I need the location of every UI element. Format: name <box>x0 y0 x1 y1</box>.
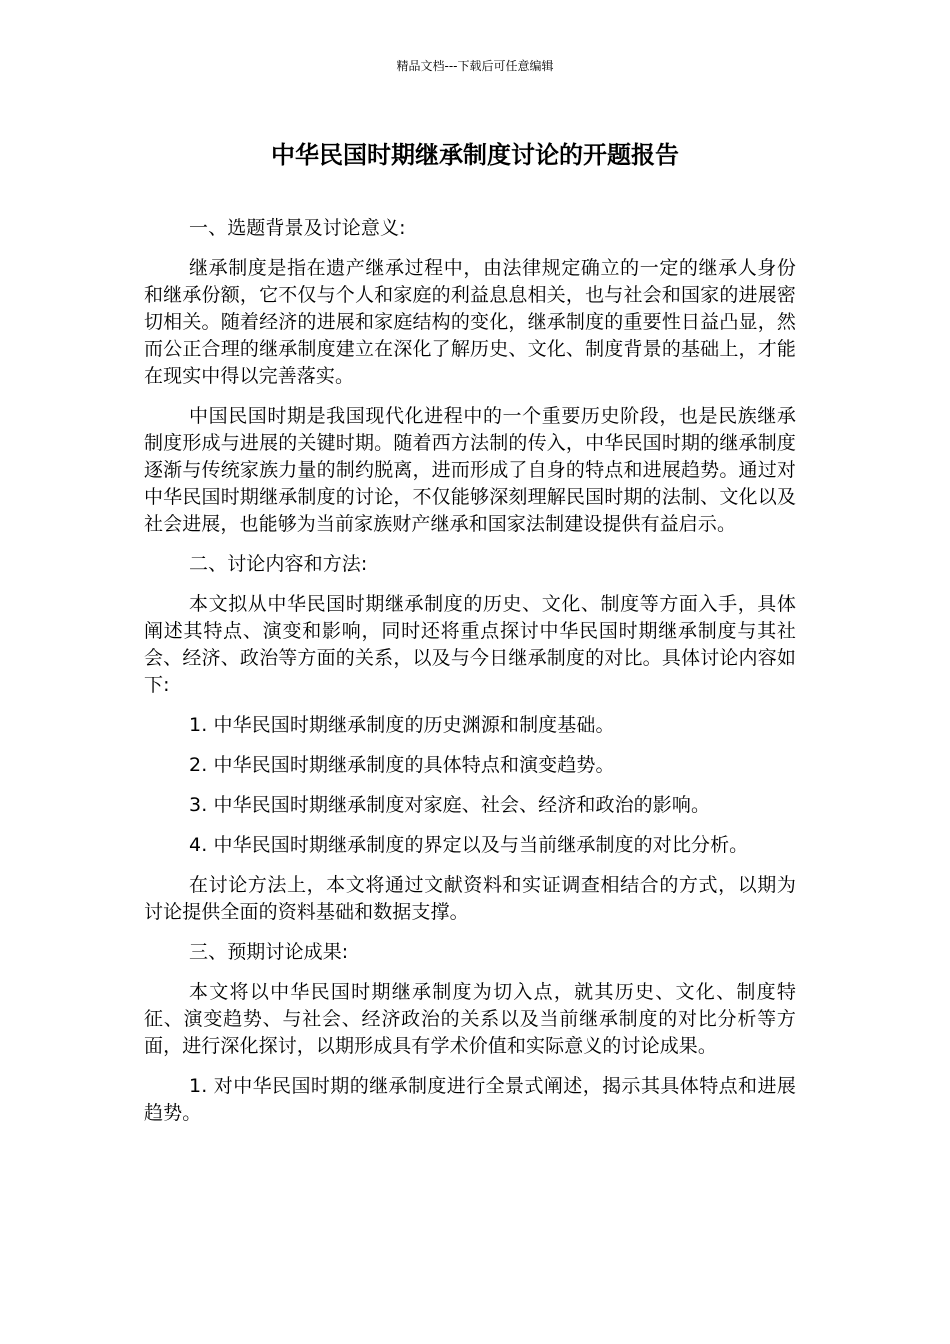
paragraph-expected-results: 本文将以中华民国时期继承制度为切入点，就其历史、文化、制度特征、演变趋势、与社会、经济政治的关系以及当前继承制度的对比分析等方面，进行深化探讨，以期形成具有学术价值和实际意义的讨论成果。 <box>144 981 796 1057</box>
list-item-1: 1. 中华民国时期继承制度的历史渊源和制度基础。 <box>189 714 615 736</box>
paragraph-research-plan: 本文拟从中华民国时期继承制度的历史、文化、制度等方面入手，具体阐述其特点、演变和影响，同时还将重点探讨中华民国时期继承制度与其社会、经济、政治等方面的关系，以及与今日继承制度的对比。具体讨论内容如下: <box>144 593 796 696</box>
list-item-4: 4. 中华民国时期继承制度的界定以及与当前继承制度的对比分析。 <box>189 834 749 856</box>
list-item-2: 2. 中华民国时期继承制度的具体特点和演变趋势。 <box>189 754 615 776</box>
section-heading-expected-results: 三、预期讨论成果: <box>189 941 349 963</box>
page-header: 精品文档---下载后可任意编辑 <box>396 59 554 73</box>
section-heading-background: 一、选题背景及讨论意义: <box>189 217 406 239</box>
section-heading-content-method: 二、讨论内容和方法: <box>189 553 368 575</box>
paragraph-inheritance-definition: 继承制度是指在遗产继承过程中，由法律规定确立的一定的继承人身份和继承份额，它不仅与个人和家庭的利益息息相关，也与社会和国家的进展密切相关。随着经济的进展和家庭结构的变化，继承制度的重要性日益凸显，然而公正合理的继承制度建立在深化了解历史、文化、制度背景的基础上，才能在现实中得以完善落实。 <box>144 257 796 387</box>
document-title: 中华民国时期继承制度讨论的开题报告 <box>271 141 679 169</box>
list-item-3: 3. 中华民国时期继承制度对家庭、社会、经济和政治的影响。 <box>189 794 711 816</box>
document-body <box>144 215 796 1140</box>
result-item-1: 1. 对中华民国时期的继承制度进行全景式阐述，揭示其具体特点和进展趋势。 <box>144 1075 796 1124</box>
paragraph-republic-period: 中国民国时期是我国现代化进程中的一个重要历史阶段，也是民族继承制度形成与进展的关键时期。随着西方法制的传入，中华民国时期的继承制度逐渐与传统家族力量的制约脱离，进而形成了自身的特点和进展趋势。通过对中华民国时期继承制度的讨论，不仅能够深刻理解民国时期的法制、文化以及社会进展，也能够为当前家族财产继承和国家法制建设提供有益启示。 <box>144 405 796 535</box>
paragraph-method: 在讨论方法上，本文将通过文献资料和实证调查相结合的方式，以期为讨论提供全面的资料基础和数据支撑。 <box>144 874 796 923</box>
